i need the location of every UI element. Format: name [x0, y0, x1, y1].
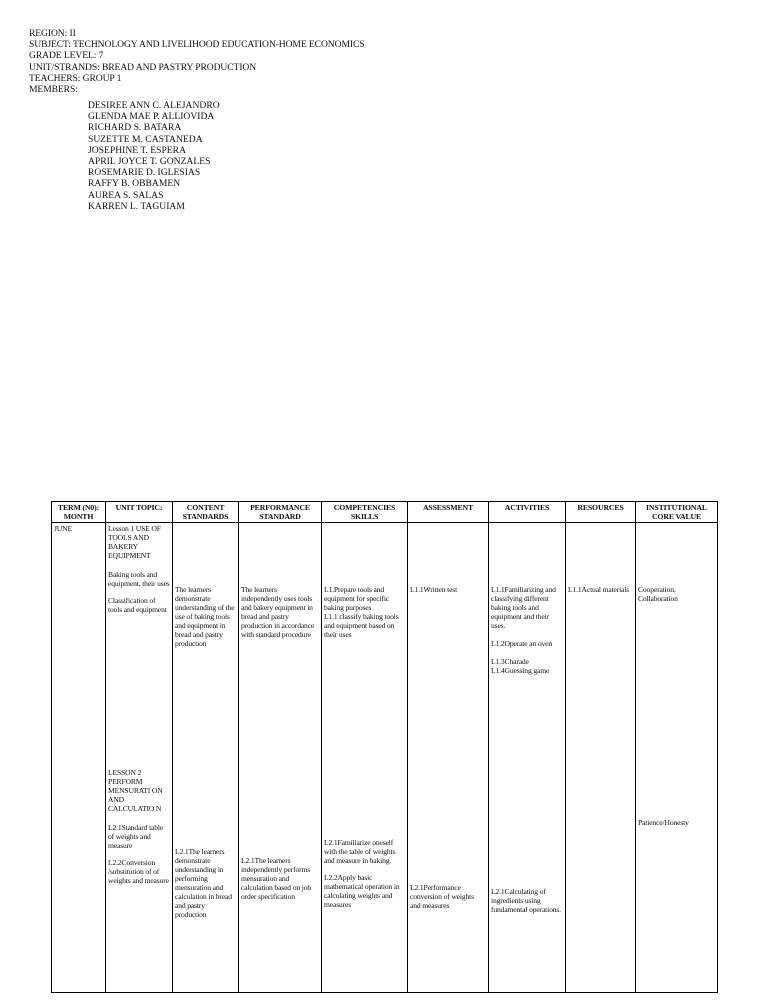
subject-line: SUBJECT: TECHNOLOGY AND LIVELIHOOD EDUCATION-HOME ECONOMICS	[29, 39, 365, 51]
cell-assessment	[408, 523, 489, 993]
lesson1-core-value: Cooperation, Collaboration	[638, 585, 678, 603]
lesson2-competency-b: L2.2Apply basic mathematical operation in calculating weights and measures	[324, 873, 400, 909]
lesson1-activity-a: L1.1Familiarizing and classifying different baking tools and equipment and their uses.	[491, 585, 556, 630]
lesson1-activity-b: L1.2Operate an oven	[491, 639, 553, 648]
lesson1-performance: The learners independently uses tools and bakery equipment in bread and pastry production in accordance with standard procedure	[241, 585, 315, 639]
table-row	[52, 523, 718, 993]
header-core-value: INSTITUTIONAL CORE VALUE	[636, 502, 718, 523]
header-term: TERM (N0): MONTH	[52, 502, 106, 523]
lesson1-activity-d: L1.4Guessing game	[491, 666, 550, 675]
member-name: SUZETTE M. CASTANEDA	[88, 133, 203, 145]
lesson1-activity-c: L1.3Charade	[491, 657, 529, 666]
lesson2-core-value: Patience/Honesty	[638, 818, 689, 827]
cell-unit-topic	[106, 523, 173, 993]
lesson2-topic-a: L2.1Standard table of weights and measure	[108, 823, 164, 850]
member-name: RICHARD S. BATARA	[88, 122, 182, 134]
lesson1-assessment: L1.1Written test	[410, 585, 458, 594]
cell-activities	[489, 523, 566, 993]
lesson2-competency-a: L2.1Familiarize oneself with the table of weights and measure in baking.	[324, 838, 396, 865]
member-name: KARREN L. TAGUIAM	[88, 200, 185, 212]
member-name: DESIREE ANN C. ALEJANDRO	[88, 100, 220, 111]
cell-content-standards	[173, 523, 239, 993]
lesson2-topic-b: L2.2Conversion /substitution of of weights and measure	[108, 858, 169, 885]
table-header-row	[52, 502, 718, 523]
member-name: RAFFY B. OBBAMEN	[88, 178, 181, 190]
lesson1-topic-a: Baking tools and equipment, their uses	[108, 570, 170, 588]
lesson2-activity: L2.1Calculating of ingredients using fundamental operations.	[491, 887, 561, 914]
lesson2-assessment: L2.1Performance conversion of weights and measures	[410, 883, 474, 910]
header-activities: ACTIVITIES	[489, 502, 566, 523]
lesson2-content: L2.1The learners demonstrate understanding in performing mensuration and calculation in bread and pastry production	[175, 847, 232, 919]
lesson1-resources: L1.1Actual materials	[568, 585, 630, 594]
header-unit-topic: UNIT TOPIC:	[106, 502, 173, 523]
header-competencies: COMPETENCIES SKILLS	[322, 502, 408, 523]
lesson1-competency-a: L1.Prepare tools and equipment for specific baking purposes	[324, 585, 390, 612]
member-name: GLENDA MAE P. ALLIOVIDA	[88, 111, 215, 123]
header-assessment: ASSESSMENT	[408, 502, 489, 523]
month-text: JUNE	[54, 524, 72, 533]
cell-performance-standard	[239, 523, 322, 993]
member-name: ROSEMARIE D. IGLESIAS	[88, 167, 201, 179]
lesson1-competency-b: L1.1 classify baking tools and equipment based on their uses	[324, 612, 399, 639]
cell-resources	[566, 523, 636, 993]
cell-core-value	[636, 523, 718, 993]
region-line: REGION: II	[29, 28, 76, 39]
header-content-standards: CONTENT STANDARDS	[173, 502, 239, 523]
unit-line: UNIT/STRANDS: BREAD AND PASTRY PRODUCTION	[29, 61, 257, 73]
teachers-line: TEACHERS: GROUP 1	[29, 72, 122, 84]
cell-term	[52, 523, 106, 993]
curriculum-table	[51, 501, 718, 993]
lesson1-topic-b: Classification of tools and equipment	[108, 596, 167, 614]
lesson1-content: The learners demonstrate understanding of the use of baking tools and equipment in bread and pastry production	[175, 585, 235, 648]
grade-line: GRADE LEVEL: 7	[29, 50, 104, 62]
member-name: APRIL JOYCE T. GONZALES	[88, 156, 211, 168]
members-list	[88, 100, 220, 212]
lesson2-title: LESSON 2 PERFORM MENSURATI ON AND CALCULATIO N	[108, 768, 163, 813]
header-performance-standard: PERFORMANCE STANDARD	[239, 502, 322, 523]
member-name: JOSEPHINE T. ESPERA	[88, 144, 186, 156]
member-name: AUREA S. SALAS	[88, 189, 164, 201]
cell-competencies	[322, 523, 408, 993]
lesson1-title: Lesson 1 USE OF TOOLS AND BAKERY EQUIPMENT	[108, 524, 161, 560]
lesson2-performance: L2.1The learners independently performs mensuration and calculation based on job order specification	[241, 856, 311, 901]
document-header	[29, 28, 365, 95]
members-label: MEMBERS:	[29, 84, 78, 96]
header-resources: RESOURCES	[566, 502, 636, 523]
